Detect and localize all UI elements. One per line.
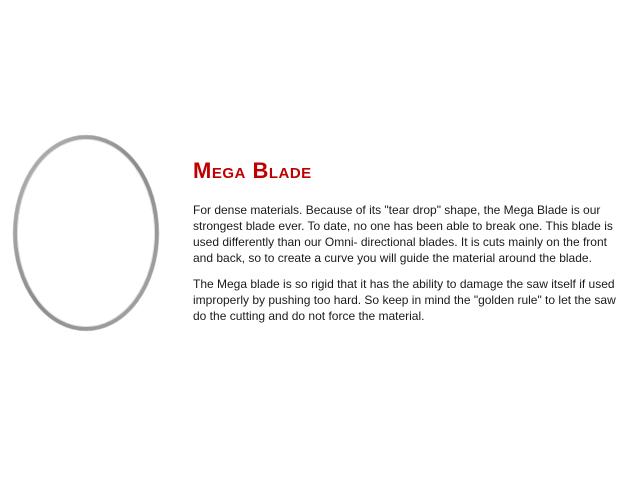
product-title: Mega Blade [193, 158, 312, 183]
product-description [193, 158, 625, 334]
description-paragraph-2: The Mega blade is so rigid that it has the ability to damage the saw itself if used improperly by pushing too hard. So keep in mind the "golden rule" to let the saw do the cutting and do not force the material. [193, 277, 616, 323]
mega-blade-image [10, 133, 162, 333]
description-paragraph-1: For dense materials. Because of its "tear drop" shape, the Mega Blade is our strongest blade ever. To date, no one has been able to break one. This blade is used differently than our Omni- directional blades. It is cuts mainly on the front and back, so to create a curve you will guide the material around the blade. [193, 203, 613, 265]
